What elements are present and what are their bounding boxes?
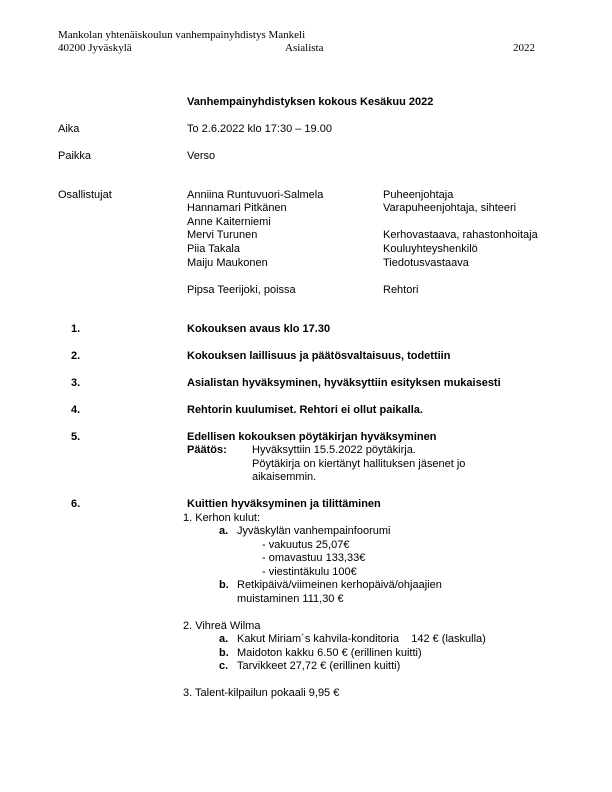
decision-label: Päätös: (187, 444, 227, 456)
agenda-item: Rehtorin kuulumiset. Rehtori ei ollut paikalla. (187, 404, 423, 416)
participant-name: Anniina Runtuvuori-Salmela (187, 189, 324, 201)
header-postal: 40200 Jyväskylä (58, 42, 132, 54)
sub-marker: b. (219, 579, 229, 591)
agenda-number: 1. (71, 323, 81, 335)
sub-marker: a. (219, 633, 229, 645)
agenda-item: Edellisen kokouksen pöytäkirjan hyväksyminen (187, 431, 437, 443)
sub-marker: b. (219, 647, 229, 659)
sub-marker: a. (219, 525, 229, 537)
agenda-number: 2. (71, 350, 81, 362)
participant-role: Kouluyhteyshenkilö (383, 243, 478, 255)
participant-role: Varapuheenjohtaja, sihteeri (383, 202, 517, 214)
wilma-item: Tarvikkeet 27,72 € (erillinen kuitti) (237, 660, 401, 672)
agenda-number: 4. (71, 404, 81, 416)
participant-role: Kerhovastaava, rahastonhoitaja (383, 229, 538, 241)
club-subitem: - vakuutus 25,07€ (262, 539, 350, 551)
club-item-a: Jyväskylän vanhempainfoorumi (237, 525, 391, 537)
participants-label: Osallistujat (58, 189, 112, 201)
club-costs-label: 1. Kerhon kulut: (183, 512, 261, 524)
header-year: 2022 (513, 42, 535, 54)
agenda-item: Kuittien hyväksyminen ja tilittäminen (187, 498, 381, 510)
page-title: Vanhempainyhdistyksen kokous Kesäkuu 2022 (187, 96, 434, 108)
header-doc-type: Asialista (285, 42, 324, 54)
club-item-b: Retkipäivä/viimeinen kerhopäivä/ohjaajien (237, 579, 442, 591)
club-subitem: - viestintäkulu 100€ (262, 566, 357, 578)
wilma-label: 2. Vihreä Wilma (183, 620, 261, 632)
decision-line: Pöytäkirja on kiertänyt hallituksen jäsenet jo (252, 458, 466, 470)
agenda-number: 5. (71, 431, 81, 443)
agenda-item: Asialistan hyväksyminen, hyväksyttiin esityksen mukaisesti (187, 377, 501, 389)
place-label: Paikka (58, 150, 92, 162)
participant-name: Mervi Turunen (187, 229, 258, 241)
participant-name: Anne Kaiterniemi (187, 216, 271, 228)
header-org: Mankolan yhtenäiskoulun vanhempainyhdistys Mankeli (58, 29, 306, 41)
time-label: Aika (58, 123, 80, 135)
wilma-item: Maidoton kakku 6.50 € (erillinen kuitti) (237, 647, 422, 659)
decision-line: Hyväksyttiin 15.5.2022 pöytäkirja. (252, 444, 416, 456)
sub-marker: c. (219, 660, 229, 672)
absent-role: Rehtori (383, 284, 419, 296)
agenda-number: 6. (71, 498, 81, 510)
agenda-item: Kokouksen avaus klo 17.30 (187, 323, 331, 335)
club-subitem: - omavastuu 133,33€ (262, 552, 366, 564)
time-value: To 2.6.2022 klo 17:30 – 19.00 (187, 123, 332, 135)
agenda-number: 3. (71, 377, 81, 389)
decision-line: aikaisemmin. (252, 471, 317, 483)
participant-role: Puheenjohtaja (383, 189, 454, 201)
agenda-item: Kokouksen laillisuus ja päätösvaltaisuus, todettiin (187, 350, 451, 362)
wilma-item: Kakut Miriam´s kahvila-konditoria 142 € (laskulla) (237, 633, 486, 645)
club-item-b-cont: muistaminen 111,30 € (237, 593, 344, 605)
participant-name: Maiju Maukonen (187, 257, 268, 269)
absent-name: Pipsa Teerijoki, poissa (187, 284, 296, 296)
place-value: Verso (187, 150, 216, 162)
talent-item: 3. Talent-kilpailun pokaali 9,95 € (183, 687, 340, 699)
participant-role: Tiedotusvastaava (383, 257, 469, 269)
participant-name: Piia Takala (187, 243, 240, 255)
participant-name: Hannamari Pitkänen (187, 202, 287, 214)
